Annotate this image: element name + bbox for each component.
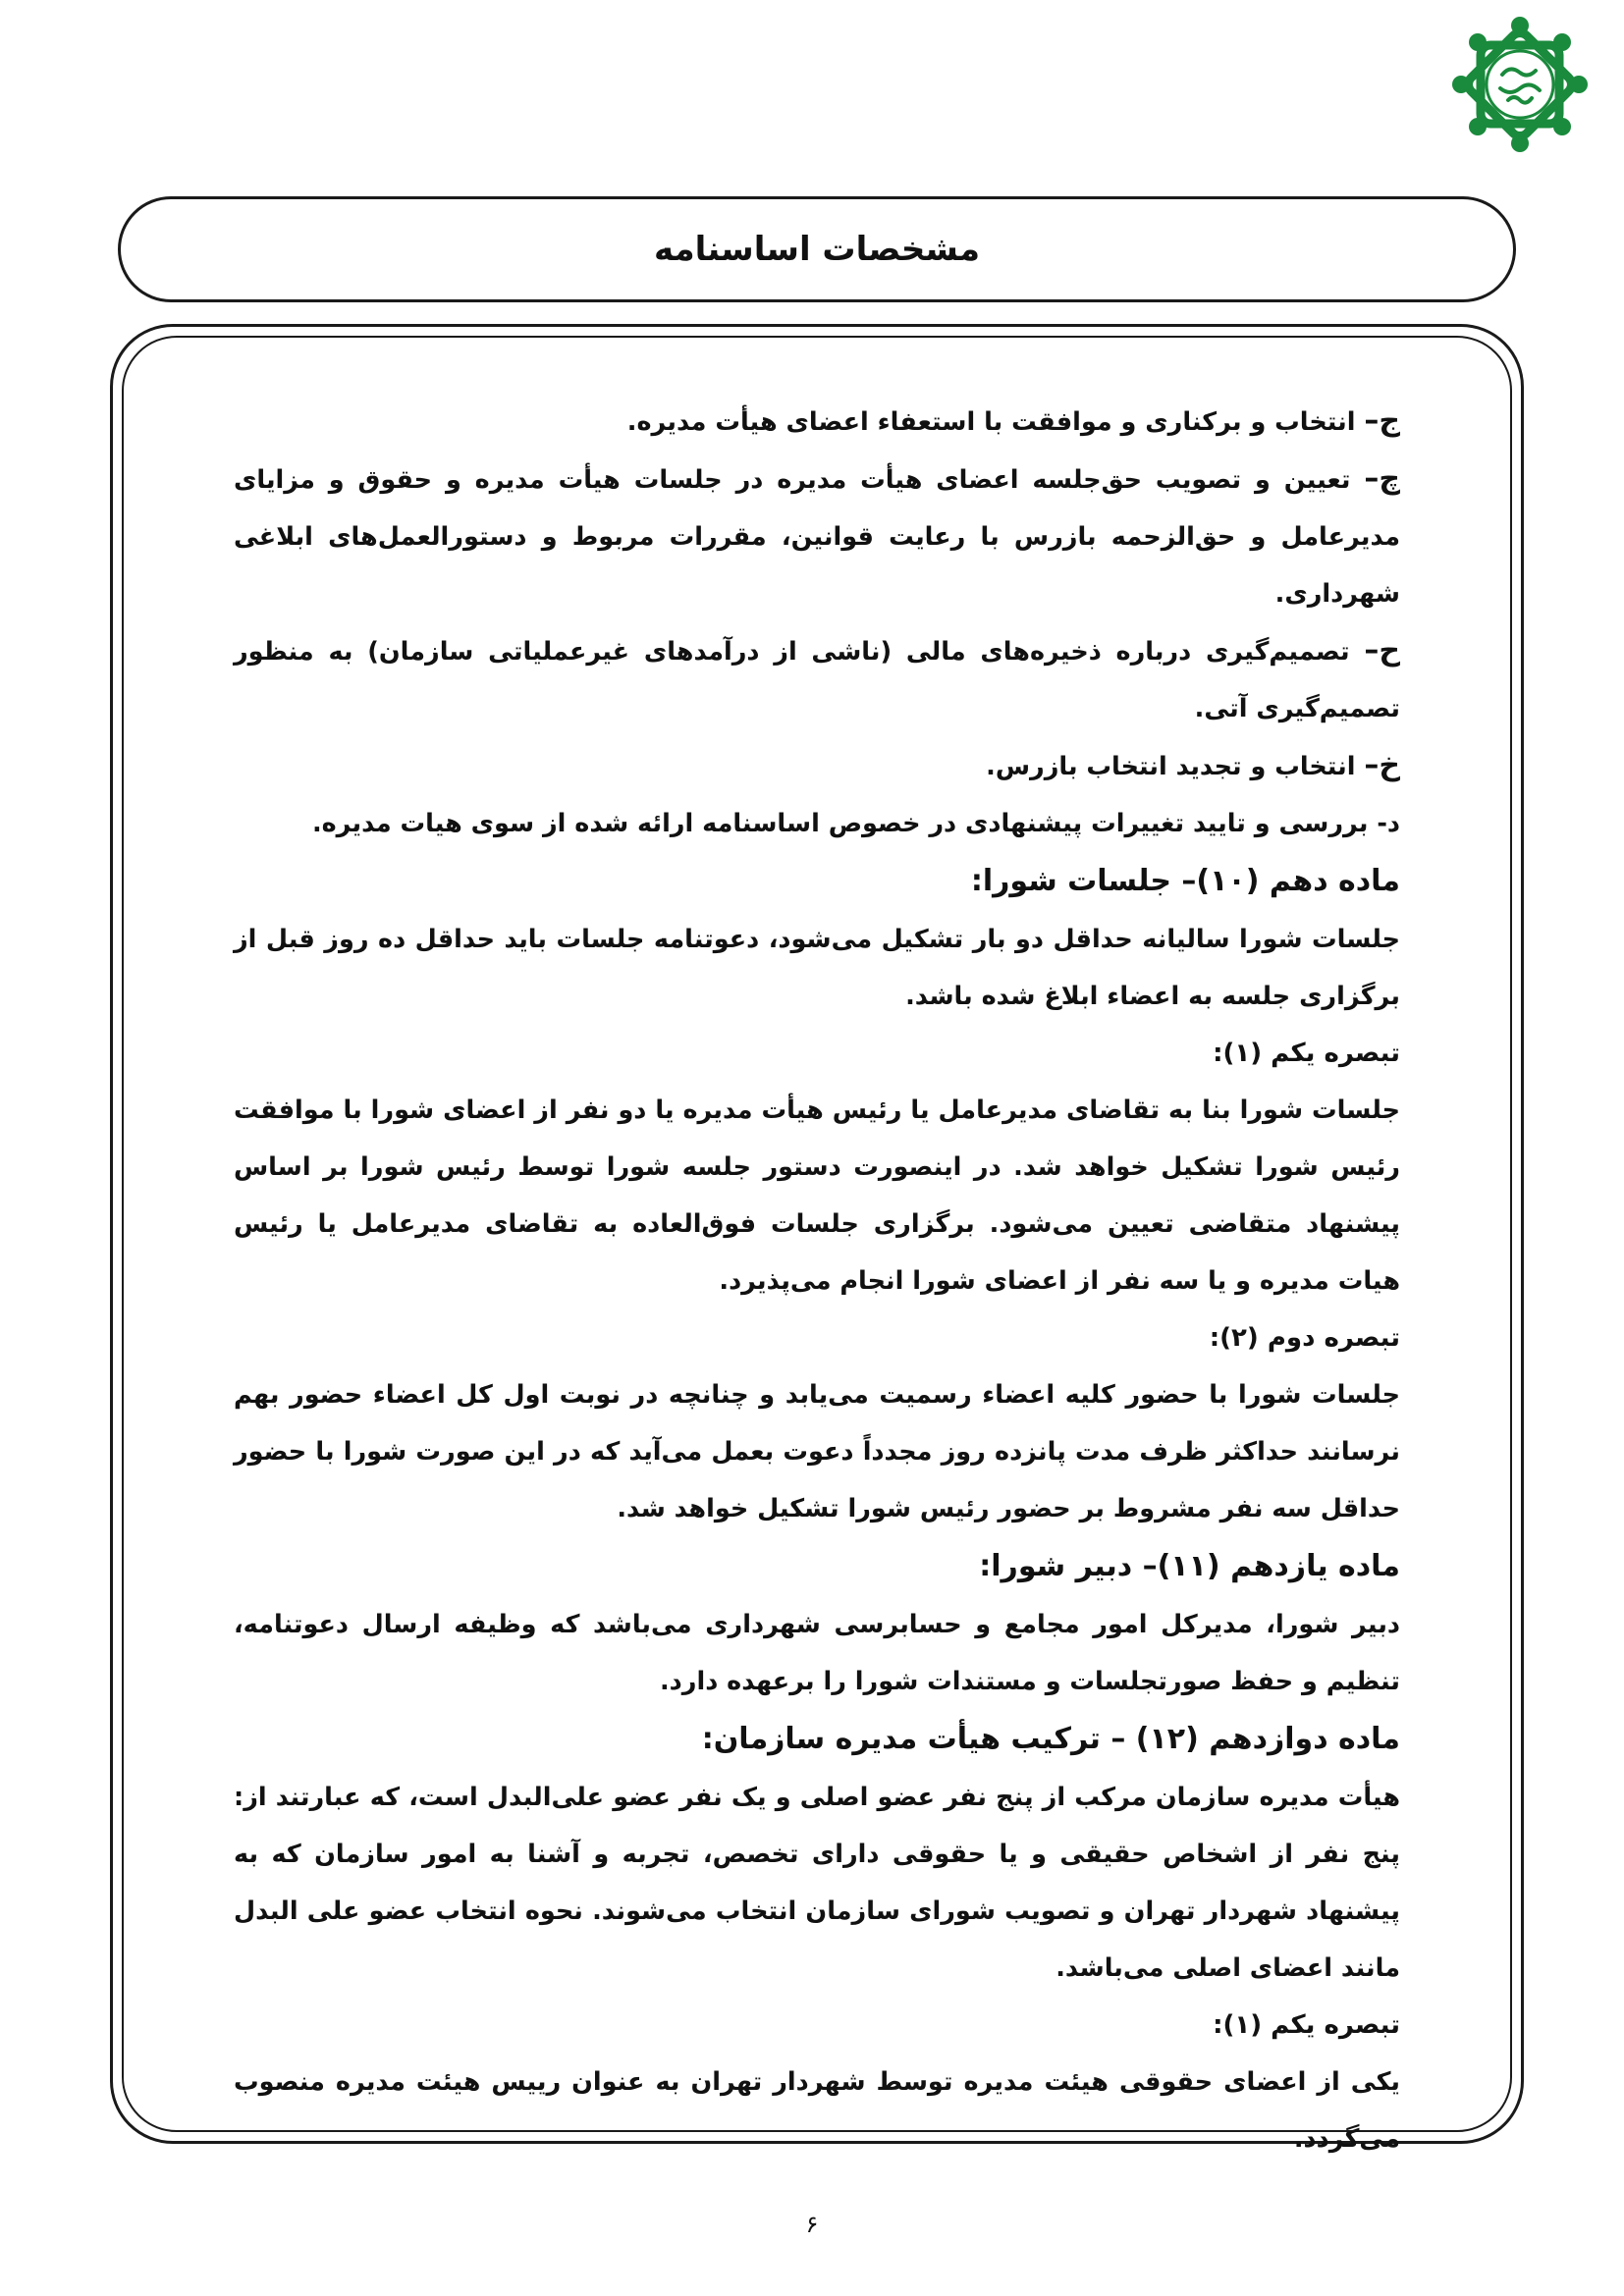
item-letter: خ–	[1364, 748, 1400, 782]
tehran-municipality-logo	[1451, 16, 1589, 153]
list-item	[234, 451, 1400, 622]
logo-emblem-icon	[1451, 16, 1589, 153]
page-number: ۶	[805, 2211, 819, 2238]
article-11-title: ماده یازدهم (۱۱)– دبیر شورا:	[979, 1549, 1400, 1583]
article-12-title: ماده دوازدهم (۱۲) – ترکیب هیأت مدیره سازمان:	[701, 1722, 1400, 1756]
document-content	[234, 393, 1400, 2167]
article-12-note-1-title: تبصره یکم (۱):	[1213, 2010, 1400, 2040]
article-10-note-2-title: تبصره دوم (۲):	[1209, 1323, 1400, 1353]
header-title-box	[118, 196, 1516, 302]
item-text: تعیین و تصویب حق‌جلسه اعضای هیأت مدیره در جلسات هیأت مدیره و حقوق و مزایای مدیرعامل و حق‌الزحمه بازرس با رعایت قوانین، مقررات مربوط و دستورالعمل‌های ابلاغی شهرداری.	[234, 465, 1400, 609]
list-item	[234, 622, 1400, 737]
item-text: د- بررسی و تایید تغییرات پیشنهادی در خصوص اساسنامه ارائه شده از سوی هیات مدیره.	[311, 809, 1400, 838]
page-title: مشخصات اساسنامه	[653, 230, 981, 269]
list-item	[234, 795, 1400, 852]
article-11-body: دبیر شورا، مدیرکل امور مجامع و حسابرسی شهرداری می‌باشد که وظیفه ارسال دعوتنامه، تنظیم و حفظ صورتجلسات و مستندات شورا را برعهده دارد.	[234, 1610, 1400, 1696]
item-letter: چ–	[1364, 461, 1400, 496]
article-10-body: جلسات شورا سالیانه حداقل دو بار تشکیل می‌شود، دعوتنامه جلسات باید حداقل ده روز قبل از برگزاری جلسه به اعضاء ابلاغ شده باشد.	[234, 925, 1400, 1011]
article-12-note-1-body: یکی از اعضای حقوقی هیئت مدیره توسط شهردار تهران به عنوان رییس هیئت مدیره منصوب می‌گردد.	[234, 2067, 1400, 2154]
list-item	[234, 393, 1400, 451]
item-text: انتخاب و برکناری و موافقت با استعفاء اعضای هیأت مدیره.	[626, 407, 1365, 437]
item-text: انتخاب و تجدید انتخاب بازرس.	[986, 752, 1365, 781]
item-letter: ح–	[1364, 633, 1400, 667]
article-12-body: هیأت مدیره سازمان مرکب از پنج نفر عضو اصلی و یک نفر عضو علی‌البدل است، که عبارتند از: پنج نفر از اشخاص حقیقی و یا حقوقی دارای تخصص، تجربه و آشنا به امور سازمان که به پیشنهاد شهردار تهران و تصویب شورای سازمان انتخاب می‌شوند. نحوه انتخاب عضو علی البدل مانند اعضای اصلی می‌باشد.	[234, 1783, 1400, 1983]
article-10-title: ماده دهم (۱۰)– جلسات شورا:	[970, 864, 1400, 898]
article-10-note-1-body: جلسات شورا بنا به تقاضای مدیرعامل یا رئیس هیأت مدیره یا دو نفر از اعضای شورا با موافقت رئیس شورا تشکیل خواهد شد. در اینصورت دستور جلسه شورا توسط رئیس شورا بر اساس پیشنهاد متقاضی تعیین می‌شود. برگزاری جلسات فوق‌العاده به تقاضای مدیرعامل یا رئیس هیات مدیره و یا سه نفر از اعضای شورا انجام می‌پذیرد.	[234, 1095, 1400, 1296]
item-letter: ج–	[1364, 403, 1400, 438]
item-text: تصمیم‌گیری درباره ذخیره‌های مالی (ناشی از درآمدهای غیرعملیاتی سازمان) به منظور تصمیم‌گیری آتی.	[234, 637, 1400, 723]
list-item	[234, 737, 1400, 795]
article-10-note-1-title: تبصره یکم (۱):	[1213, 1039, 1400, 1068]
article-10-note-2-body: جلسات شورا با حضور کلیه اعضاء رسمیت می‌یابد و چنانچه در نوبت اول کل اعضاء حضور بهم نرسانند حداکثر ظرف مدت پانزده روز مجدداً دعوت بعمل می‌آید که در این صورت شورا با حضور حداقل سه نفر مشروط بر حضور رئیس شورا تشکیل خواهد شد.	[234, 1380, 1400, 1523]
